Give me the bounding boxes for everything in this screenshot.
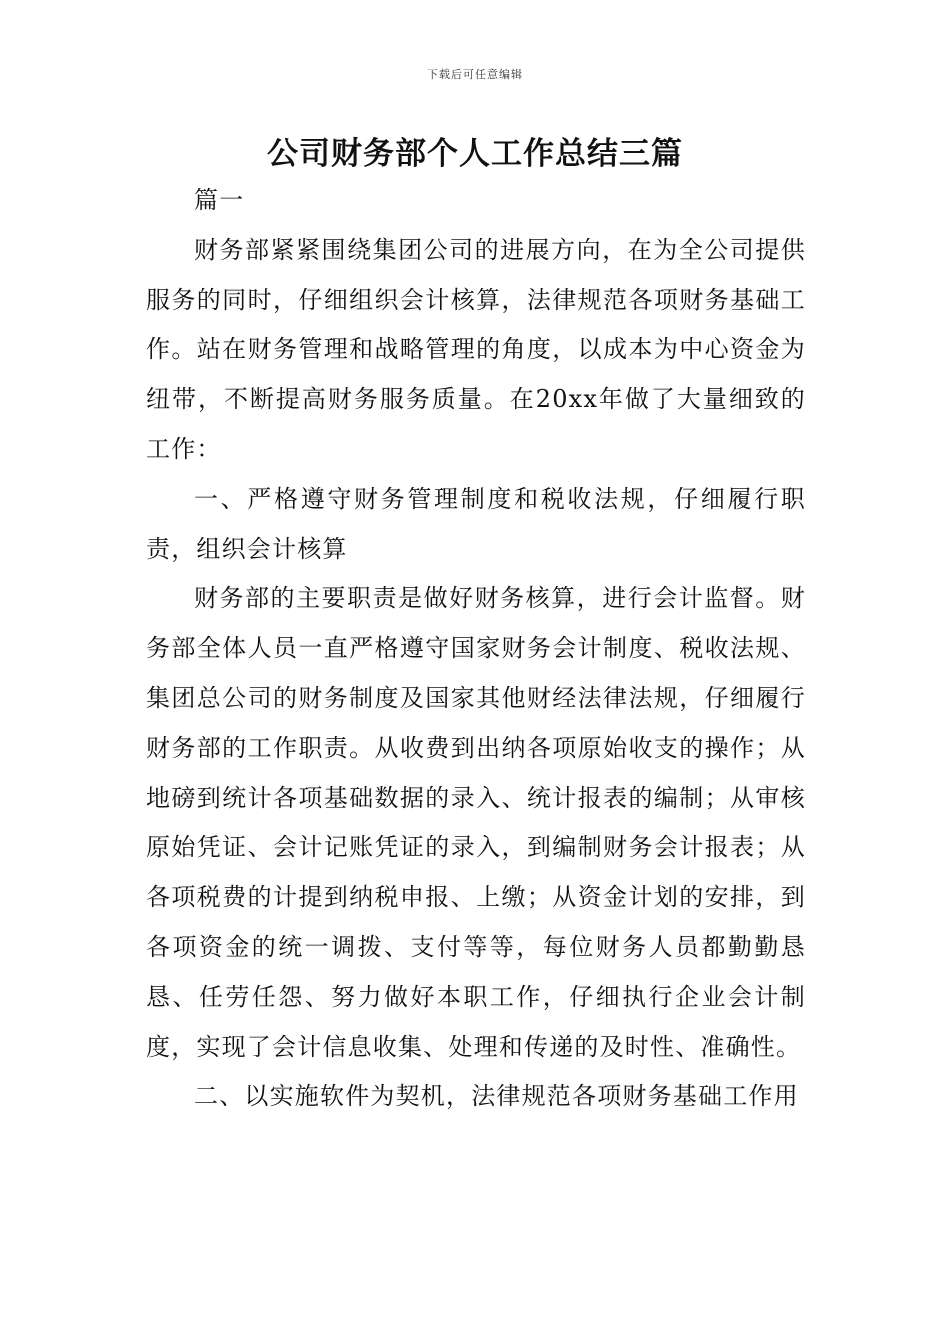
header-note: 下载后可任意编辑 — [427, 68, 523, 81]
heading-section-one: 一、严格遵守财务管理制度和税收法规，仔细履行职责，组织会计核算 — [146, 484, 806, 563]
paragraph-intro: 财务部紧紧围绕集团公司的进展方向，在为全公司提供服务的同时，仔细组织会计核算，法律规范各项财务基础工作。站在财务管理和战略管理的角度，以成本为中心资金为纽带，不断提高财务服务质量。在20xx年做了大量细致的工作： — [146, 235, 806, 463]
section-label: 篇一 — [194, 186, 245, 214]
heading-section-two: 二、以实施软件为契机，法律规范各项财务基础工作用 — [194, 1082, 799, 1111]
paragraph-duties: 财务部的主要职责是做好财务核算，进行会计监督。财务部全体人员一直严格遵守国家财务会计制度、税收法规、集团总公司的财务制度及国家其他财经法律法规，仔细履行财务部的工作职责。从收费到出纳各项原始收支的操作；从地磅到统计各项基础数据的录入、统计报表的编制；从审核原始凭证、会计记账凭证的录入，到编制财务会计报表；从各项税费的计提到纳税申报、上缴；从资金计划的安排，到各项资金的统一调拨、支付等等，每位财务人员都勤勤恳恳、任劳任怨、努力做好本职工作，仔细执行企业会计制度，实现了会计信息收集、处理和传递的及时性、准确性。 — [146, 584, 806, 1061]
document-body — [146, 176, 806, 1122]
document-title: 公司财务部个人工作总结三篇 — [267, 136, 683, 172]
